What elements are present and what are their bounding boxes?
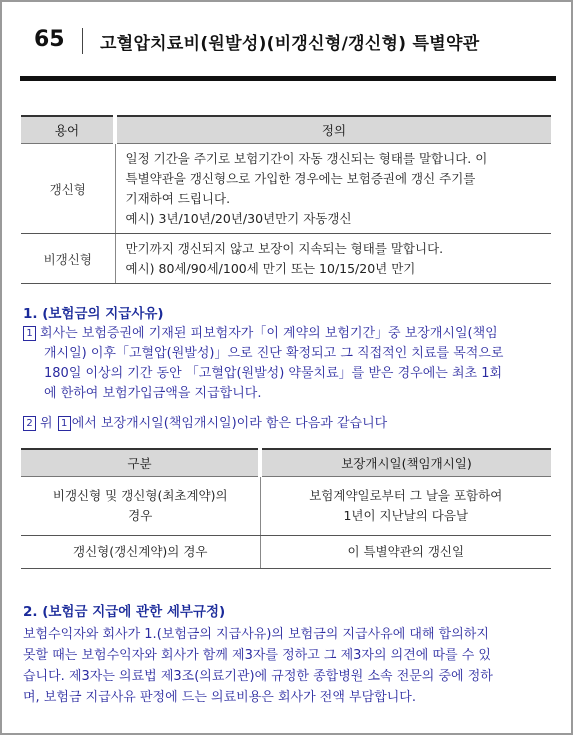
section2-body xyxy=(23,624,555,708)
start-date-cell: 이 특별약관의 갱신일 xyxy=(260,536,551,569)
item2-prefix: 위 xyxy=(40,416,53,431)
start-category-cell: 갱신형(갱신계약)의 경우 xyxy=(21,536,260,569)
item-ref-box: 1 xyxy=(58,416,71,431)
start-date-cell: 보험계약일로부터 그 날을 포함하여 1년이 지난날의 다음날 xyxy=(260,477,551,536)
coverage-start-table xyxy=(21,448,551,569)
start-category-cell: 비갱신형 및 갱신형(최초계약)의 경우 xyxy=(21,477,260,536)
item1-line: 180일 이상의 기간 동안 「고혈압(원발성) 약물치료」를 받은 경우에는 최초 1회 xyxy=(44,366,503,381)
section1-item2 xyxy=(23,414,555,434)
section2-heading: 2. (보험금 지급에 관한 세부규정) xyxy=(23,604,226,620)
table-row xyxy=(21,234,551,284)
definition-example: 예시) 80세/90세/100세 만기 또는 10/15/20년 만기 xyxy=(125,261,416,276)
item-number-box: 1 xyxy=(23,326,36,341)
table-row xyxy=(21,536,551,569)
terms-table xyxy=(21,115,551,284)
section2-line: 못할 때는 보험수익자와 회사가 함께 제3자를 정하고 그 제3자의 의견에 따를 수 있 xyxy=(23,648,491,663)
terms-table-header xyxy=(21,116,551,144)
term-renewable: 갱신형 xyxy=(21,144,115,234)
item1-line: 개시일) 이후「고혈압(원발성)」으로 진단 확정되고 그 직접적인 치료를 목적으로 xyxy=(44,346,504,361)
table-row xyxy=(21,144,551,234)
table-row xyxy=(21,477,551,536)
term-non-renewable: 비갱신형 xyxy=(21,234,115,284)
start-header-category: 구분 xyxy=(21,449,260,477)
header-divider xyxy=(82,28,83,54)
terms-header-term: 용어 xyxy=(21,116,115,144)
definition-line: 일정 기간을 주기로 보험기간이 자동 갱신되는 형태를 말합니다. 이 xyxy=(125,151,488,166)
header-rule xyxy=(20,76,556,81)
section1-item1 xyxy=(23,324,555,404)
definition-non-renewable xyxy=(115,234,551,284)
definition-renewable xyxy=(115,144,551,234)
item2-text: 에서 보장개시일(책임개시일)이라 함은 다음과 같습니다 xyxy=(71,416,388,431)
item1-line: 회사는 보험증권에 기재된 피보험자가「이 계약의 보험기간」중 보장개시일(책임 xyxy=(40,326,498,341)
definition-line: 기재하여 드립니다. xyxy=(125,191,231,206)
section2-line: 습니다. 제3자는 의료법 제3조(의료기관)에 규정한 종합병원 소속 전문의 중에 정하 xyxy=(23,669,493,684)
start-table-header xyxy=(21,449,551,477)
page-title: 고혈압치료비(원발성)(비갱신형/갱신형) 특별약관 xyxy=(100,34,480,54)
page-number: 65 xyxy=(34,27,65,52)
definition-line: 만기까지 갱신되지 않고 보장이 지속되는 형태를 말합니다. xyxy=(125,241,444,256)
terms-header-definition: 정의 xyxy=(115,116,551,144)
section1-heading: 1. (보험금의 지급사유) xyxy=(23,306,164,322)
item1-line: 에 한하여 보험가입금액을 지급합니다. xyxy=(44,386,262,401)
page-header xyxy=(20,24,555,60)
section2-line: 며, 보험금 지급사유 판정에 드는 의료비용은 회사가 전액 부담합니다. xyxy=(23,690,416,705)
definition-line: 특별약관을 갱신형으로 가입한 경우에는 보험증권에 갱신 주기를 xyxy=(125,171,476,186)
definition-example: 예시) 3년/10년/20년/30년만기 자동갱신 xyxy=(125,211,352,226)
start-header-date: 보장개시일(책임개시일) xyxy=(260,449,551,477)
section2-line: 보험수익자와 회사가 1.(보험금의 지급사유)의 보험금의 지급사유에 대해 합의하지 xyxy=(23,627,489,642)
item-number-box: 2 xyxy=(23,416,36,431)
